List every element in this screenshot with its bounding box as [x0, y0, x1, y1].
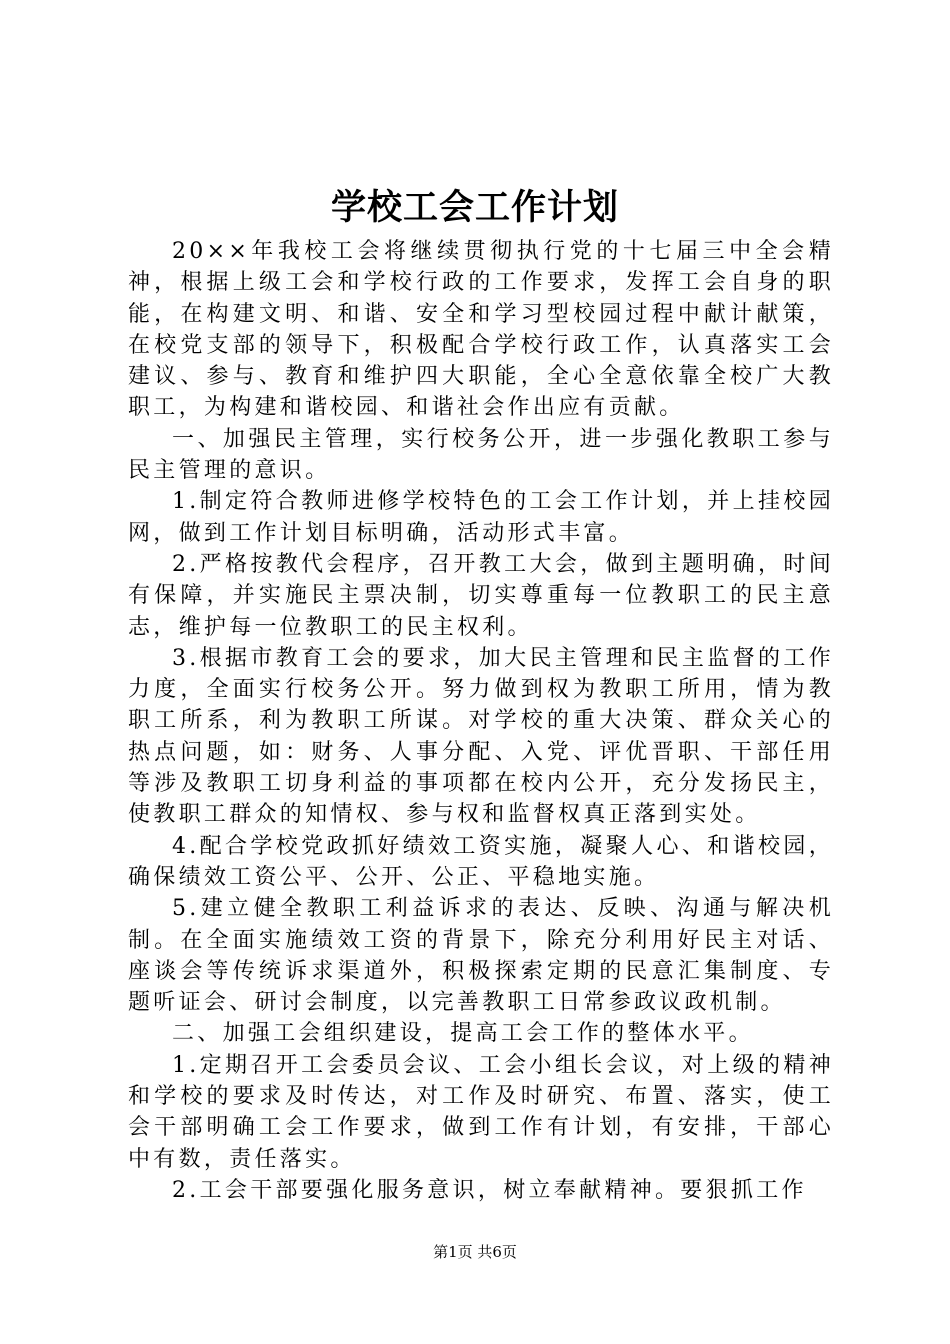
paragraph-2-1: 1.定期召开工会委员会议、工会小组长会议，对上级的精神和学校的要求及时传达，对工作及时研究、布置、落实，使工会干部明确工会工作要求，做到工作有计划，有安排，干部心中有数，责任落实。	[128, 1052, 834, 1172]
paragraph-1-5: 5.建立健全教职工利益诉求的表达、反映、沟通与解决机制。在全面实施绩效工资的背景下，除充分利用好民主对话、座谈会等传统诉求渠道外，积极探索定期的民意汇集制度、专题听证会、研讨会制度，以完善教职工日常参政议政机制。	[128, 896, 834, 1016]
document-body	[128, 236, 834, 1206]
paragraph-1-1: 1.制定符合教师进修学校特色的工会工作计划，并上挂校园网，做到工作计划目标明确，活动形式丰富。	[128, 489, 834, 546]
section-heading-1: 一、加强民主管理，实行校务公开，进一步强化教职工参与民主管理的意识。	[128, 426, 834, 484]
paragraph-1-3: 3.根据市教育工会的要求，加大民主管理和民主监督的工作力度，全面实行校务公开。努力做到权为教职工所用，情为教职工所系，利为教职工所谋。对学校的重大决策、群众关心的热点问题，如：财务、人事分配、入党、评优晋职、干部任用等涉及教职工切身利益的事项都在校内公开，充分发扬民主，使教职工群众的知情权、参与权和监督权真正落到实处。	[128, 645, 834, 828]
paragraph-intro: 20××年我校工会将继续贯彻执行党的十七届三中全会精神，根据上级工会和学校行政的工作要求，发挥工会自身的职能，在构建文明、和谐、安全和学习型校园过程中献计献策，在校党支部的领导下，积极配合学校行政工作，认真落实工会建议、参与、教育和维护四大职能，全心全意依靠全校广大教职工，为构建和谐校园、和谐社会作出应有贡献。	[128, 239, 834, 421]
section-heading-2: 二、加强工会组织建设，提高工会工作的整体水平。	[172, 1021, 754, 1047]
paragraph-1-4: 4.配合学校党政抓好绩效工资实施，凝聚人心、和谐校园，确保绩效工资公平、公开、公正、平稳地实施。	[128, 833, 834, 890]
page-footer: 第1页 共6页	[433, 1243, 517, 1261]
paragraph-2-2: 2.工会干部要强化服务意识，树立奉献精神。要狠抓工作	[172, 1177, 807, 1203]
paragraph-1-2: 2.严格按教代会程序，召开教工大会，做到主题明确，时间有保障，并实施民主票决制，切实尊重每一位教职工的民主意志，维护每一位教职工的民主权利。	[128, 551, 834, 640]
document-title: 学校工会工作计划	[330, 187, 619, 228]
